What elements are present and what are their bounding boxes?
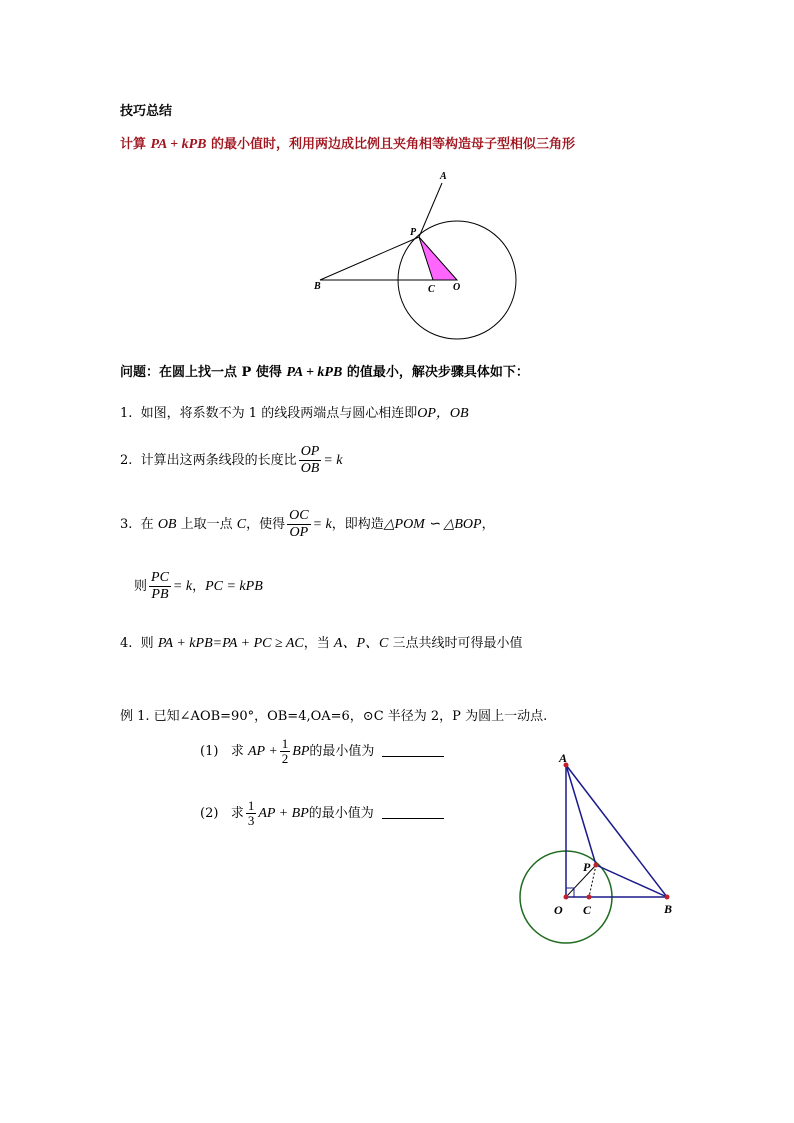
label-a: A — [440, 171, 447, 182]
point-o — [564, 895, 569, 900]
section-heading: 技巧总结 — [120, 104, 173, 119]
figure-circle-triangle — [300, 165, 530, 345]
label-b2: B — [664, 902, 673, 916]
segment-bp — [320, 237, 419, 280]
label-c2: C — [583, 903, 592, 917]
segment-pa — [419, 183, 442, 237]
label-p2: P — [583, 860, 591, 874]
label-p: P — [410, 227, 417, 238]
step-4: 4. 则 PA + kPB=PA + PC ≥ AC，当 A、P、C 三点共线时可得最小值 — [120, 636, 523, 651]
label-c: C — [428, 284, 435, 295]
step-3: 3. 在 OB 上取一点 C，使得 $\frac{OC}{OP}$ = k，即构造△POM ∽ △BOP， — [120, 508, 495, 540]
segment-ab — [566, 765, 667, 897]
answer-blank-2[interactable] — [382, 817, 444, 819]
question-text: 问题：在圆上找一点 P 使得 PA + kPB 的值最小，解决步骤具体如下： — [120, 365, 529, 380]
tip-text: 计算 PA + kPB 的最小值时，利用两边成比例且夹角相等构造母子型相似三角形 — [120, 137, 576, 152]
label-o2: O — [554, 903, 563, 917]
label-a2: A — [559, 751, 568, 765]
question-1: (1) 求 AP + $\frac{1}{2}$ BP的最小值为 — [200, 737, 444, 766]
point-b — [665, 895, 670, 900]
segment-ap — [566, 765, 596, 865]
figure-example-1 — [510, 748, 690, 953]
label-b: B — [314, 281, 321, 292]
triangle-pco — [419, 237, 457, 280]
step-1: 1. 如图，将系数不为 1 的线段两端点与圆心相连即OP，OB — [120, 406, 469, 421]
point-p — [594, 863, 599, 868]
segment-po — [566, 865, 596, 897]
step-3-conclusion: 则 $\frac{PC}{PB}$ = k，PC = kPB — [134, 570, 263, 602]
example-1: 例 1. 已知∠AOB=90°，OB=4,OA=6，⊙C 半径为 2，P 为圆上一动点. — [120, 709, 548, 724]
label-o: O — [453, 282, 461, 293]
point-c — [587, 895, 592, 900]
segment-pb — [596, 865, 667, 897]
answer-blank-1[interactable] — [382, 755, 444, 757]
step-2: 2. 计算出这两条线段的长度比 $\frac{OP}{OB}$ = k — [120, 444, 343, 476]
question-2: (2) 求 $\frac{1}{3}$ AP + BP的最小值为 — [200, 799, 444, 828]
